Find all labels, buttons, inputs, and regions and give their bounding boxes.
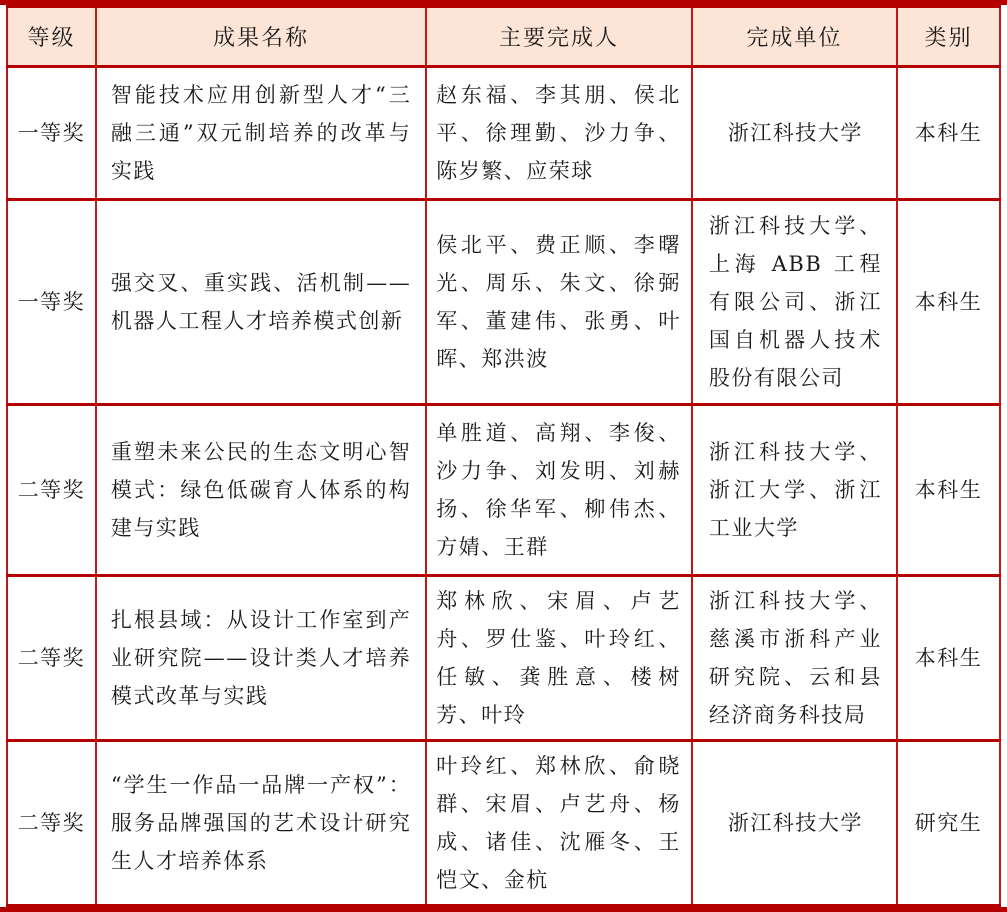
cell-name: 重塑未来公民的生态文明心智模式：绿色低碳育人体系的构建与实践 (96, 405, 426, 576)
column-header-category: 类别 (897, 7, 1000, 67)
cell-category: 研究生 (897, 741, 1000, 906)
cell-contributors: 赵东福、李其朋、侯北平、徐理勤、沙力争、陈岁繁、应荣球 (426, 67, 692, 200)
awards-table (6, 5, 1001, 907)
cell-contributors: 侯北平、费正顺、李曙光、周乐、朱文、徐弼军、董建伟、张勇、叶晖、郑洪波 (426, 200, 692, 405)
cell-grade: 一等奖 (7, 67, 96, 200)
table-row (7, 200, 1000, 405)
table-row (7, 67, 1000, 200)
cell-units: 浙江科技大学 (692, 741, 897, 906)
cell-units: 浙江科技大学、浙江大学、浙江工业大学 (692, 405, 897, 576)
cell-units: 浙江科技大学、慈溪市浙科产业研究院、云和县经济商务科技局 (692, 576, 897, 741)
cell-name: 扎根县域：从设计工作室到产业研究院——设计类人才培养模式改革与实践 (96, 576, 426, 741)
table-row (7, 576, 1000, 741)
cell-grade: 二等奖 (7, 576, 96, 741)
cell-units: 浙江科技大学、上海 ABB 工程有限公司、浙江国自机器人技术股份有限公司 (692, 200, 897, 405)
cell-contributors: 叶玲红、郑林欣、俞晓群、宋眉、卢艺舟、杨成、诸佳、沈雁冬、王恺文、金杭 (426, 741, 692, 906)
cell-category: 本科生 (897, 200, 1000, 405)
table-row (7, 741, 1000, 906)
column-header-grade: 等级 (7, 7, 96, 67)
cell-units: 浙江科技大学 (692, 67, 897, 200)
cell-grade: 一等奖 (7, 200, 96, 405)
header-row (7, 7, 1000, 67)
cell-grade: 二等奖 (7, 741, 96, 906)
cell-contributors: 单胜道、高翔、李俊、沙力争、刘发明、刘赫扬、徐华军、柳伟杰、方婧、王群 (426, 405, 692, 576)
cell-name: “学生一作品一品牌一产权”：服务品牌强国的艺术设计研究生人才培养体系 (96, 741, 426, 906)
cell-contributors: 郑林欣、宋眉、卢艺舟、罗仕鉴、叶玲红、任敏、龚胜意、楼树芳、叶玲 (426, 576, 692, 741)
cell-category: 本科生 (897, 67, 1000, 200)
cell-name: 智能技术应用创新型人才“三融三通”双元制培养的改革与实践 (96, 67, 426, 200)
cell-category: 本科生 (897, 405, 1000, 576)
cell-name: 强交叉、重实践、活机制——机器人工程人才培养模式创新 (96, 200, 426, 405)
column-header-people: 主要完成人 (426, 7, 692, 67)
cell-grade: 二等奖 (7, 405, 96, 576)
cell-category: 本科生 (897, 576, 1000, 741)
column-header-units: 完成单位 (692, 7, 897, 67)
table-row (7, 405, 1000, 576)
column-header-name: 成果名称 (96, 7, 426, 67)
